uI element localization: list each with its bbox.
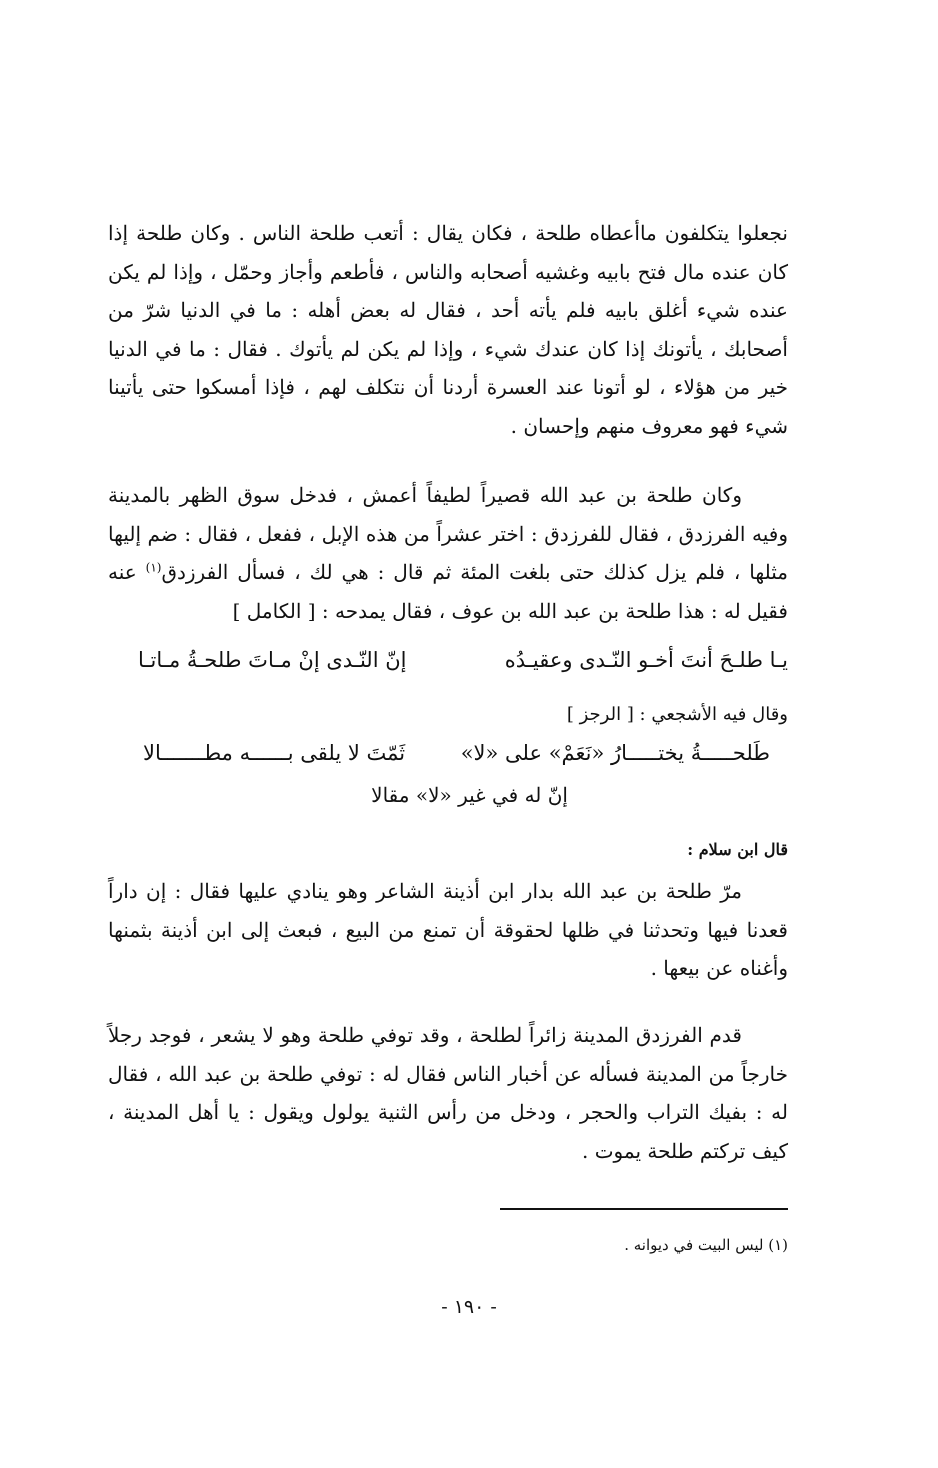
footnote-marker: (١)	[145, 560, 162, 575]
paragraph-text	[108, 476, 788, 630]
paragraph-farazdaq-camels	[108, 476, 788, 630]
page-number: - ١٩٠ -	[441, 1296, 497, 1318]
section-heading-ibn-sallam: قال ابن سلام :	[687, 840, 788, 859]
paragraph-text-part: وكان طلحة بن عبد الله قصيراً لطيفاً أعمش ، فدخل سوق الظهر بالمدينة وفيه الفرزدق ، فقال للفرزدق : اختر عشراً من هذه الإبل ، ففعل ، فقال : ضم إليها مثلها ، فلم يزل كذلك حتى بلغت المئة ثم قال : هي لك ، فسأل الفرزدق	[108, 483, 788, 584]
footnote-divider	[500, 1208, 788, 1210]
verse-third-line: إنّ له في غير «لا» مقالا	[371, 783, 568, 807]
paragraph-text: مرّ طلحة بن عبد الله بدار ابن أذينة الشاعر وهو ينادي عليها فقال : إن داراً قعدنا فيها وتحدثنا في ظلها لحقوقة أن تمنع من البيع ، فبعث إلى ابن أذينة بثمنها وأغناه عن بيعها .	[108, 879, 788, 980]
paragraph-text: نجعلوا يتكلفون ماأعطاه طلحة ، فكان يقال : أتعب طلحة الناس . وكان طلحة إذا كان عنده مال فتح بابيه وغشيه أصحابه والناس ، فأطعم وأجاز وحمّل ، وإذا لم يكن عنده شيء أغلق بابيه فلم يأته أحد ، فقال له بعض أهله : ما في الدنيا شرّ من أصحابك ، يأتونك إذا كان عندك شيء ، وإذا لم يكن لم يأتوك . فقال : ما في الدنيا خير من هؤلاء ، لو أتونا عند العسرة أردنا أن نتكلف لهم ، فإذا أمسكوا حتى يأتينا شيء فهو معروف منهم وإحسان .	[108, 221, 788, 438]
verse-second-hemistich: ثَمّتَ لا يلقى بــــــه مطـــــــالا	[143, 741, 406, 765]
poem-verse-2	[143, 733, 788, 773]
verse-first-hemistich: يـا طلـحَ أنتَ أخـو النّـدى وعقيـدُه	[504, 648, 788, 672]
verse-second-hemistich: إنّ النّـدى إنْ مـاتَ طلحـةُ مـاتـا	[138, 648, 407, 672]
paragraph-farazdaq-mourning	[108, 1016, 788, 1170]
footnote: (١) ليس البيت في ديوانه .	[624, 1236, 788, 1254]
poem-verse-1	[138, 640, 788, 680]
paragraph-text-part: عنه فقيل له : هذا طلحة بن عبد الله بن عوف ، فقال يمدحه : [ الكامل ]	[108, 560, 788, 623]
paragraph-text: قدم الفرزدق المدينة زائراً لطلحة ، وقد توفي طلحة وهو لا يشعر ، فوجد رجلاً خارجاً من المدينة فسأله عن أخبار الناس فقال له : توفي طلحة بن عبد الله ، فقال له : بفيك التراب والحجر ، ودخل من رأس الثنية يولول ويقول : يا أهل المدينة ، كيف تركتم طلحة يموت .	[108, 1023, 788, 1163]
paragraph-ibn-udhayna-house	[108, 872, 788, 988]
poem-intro-ashjai: وقال فيه الأشجعي : [ الرجز ]	[566, 704, 788, 725]
verse-first-hemistich: طَلحـــــةُ يختـــــارُ «نَعَمْ» على «لا»	[460, 741, 770, 765]
paragraph-generosity	[108, 214, 788, 445]
